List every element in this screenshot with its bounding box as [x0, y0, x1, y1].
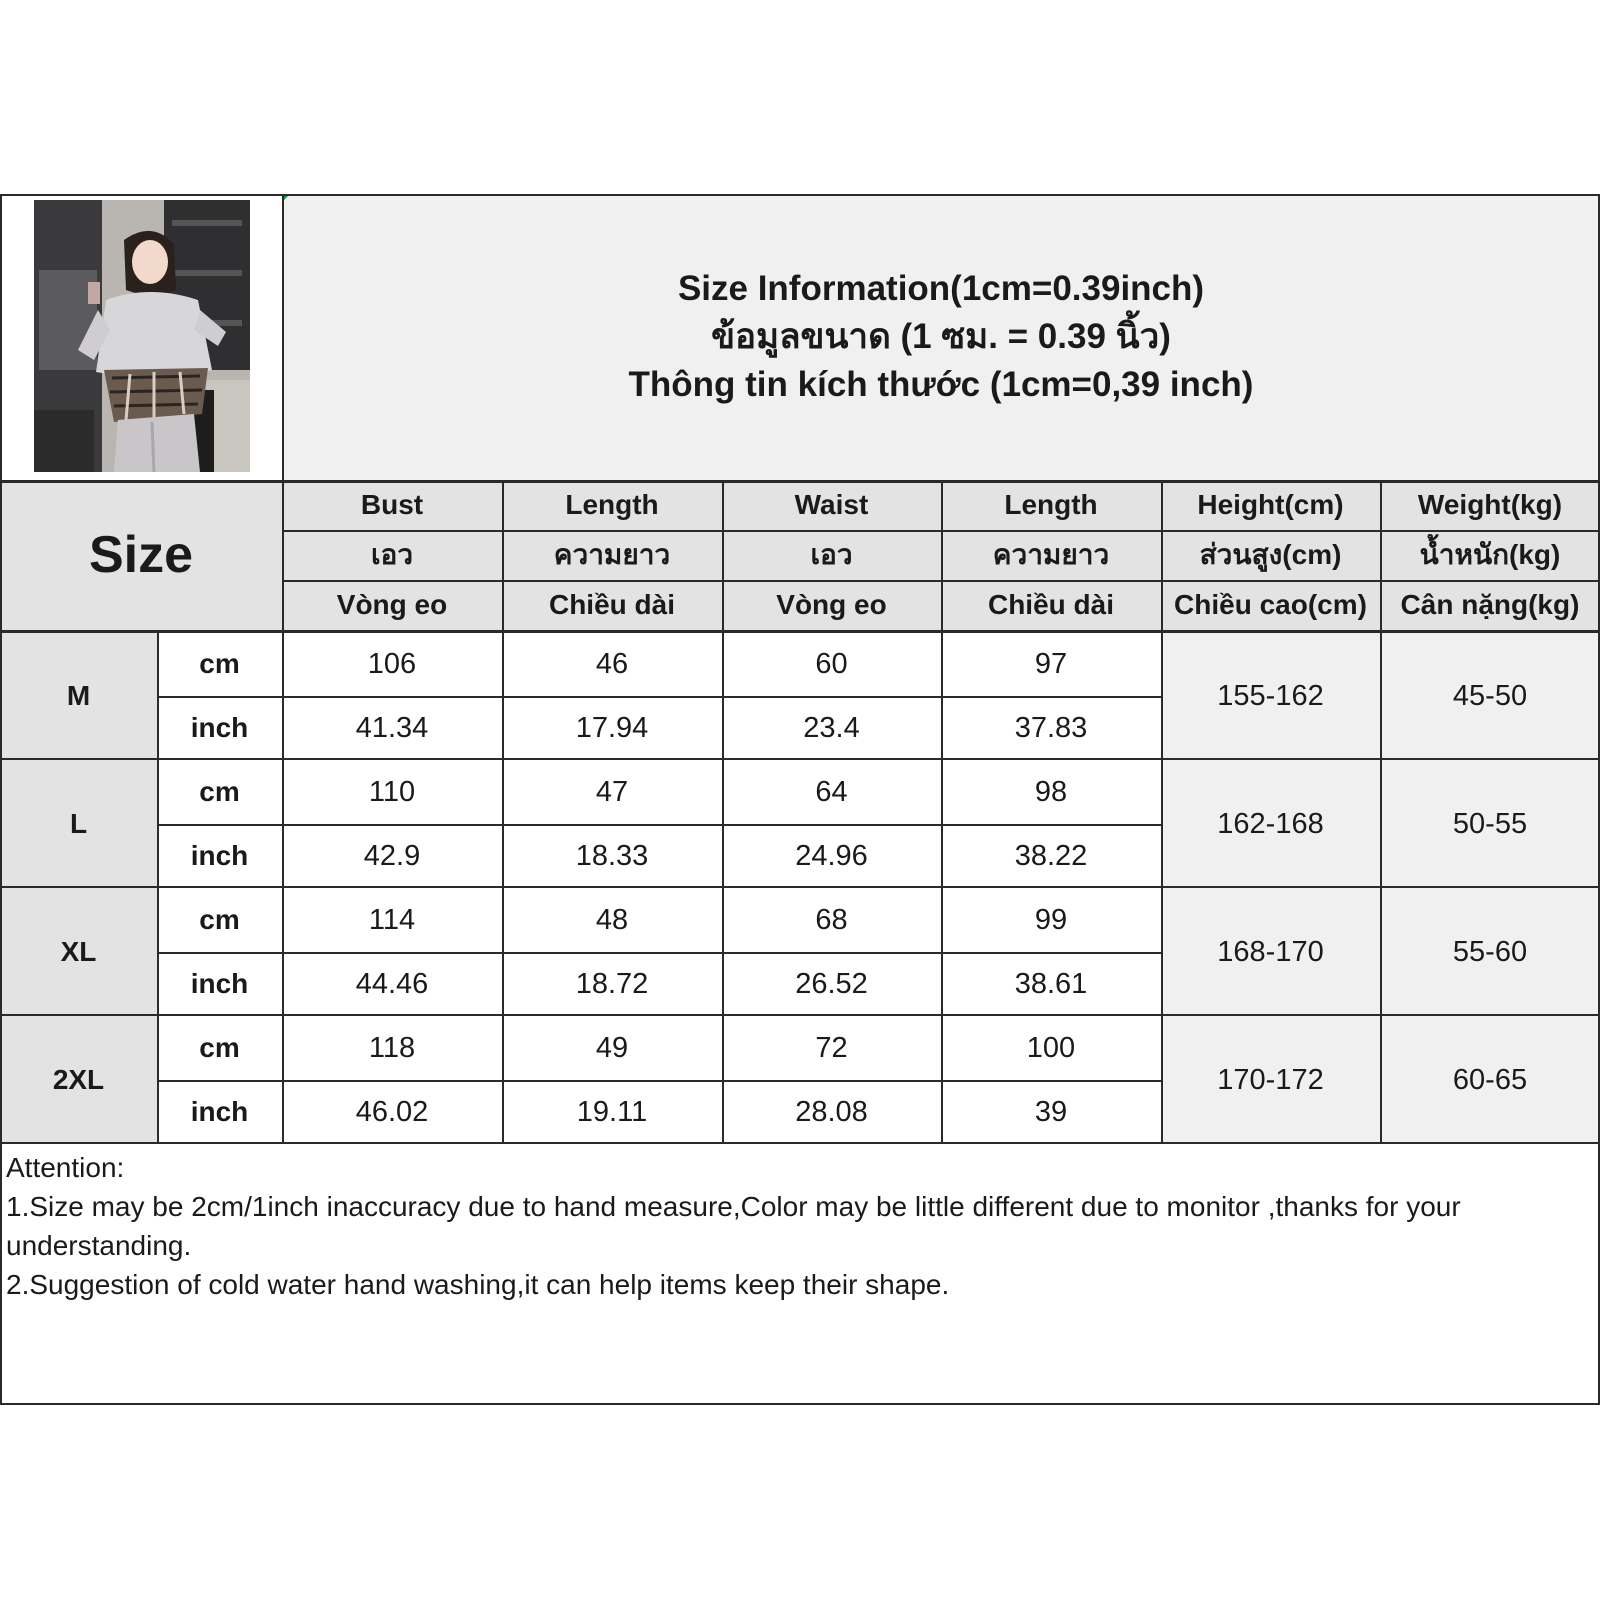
- border-bottom: [0, 1403, 1600, 1405]
- border-top: [0, 194, 1600, 196]
- unit-label-inch: inch: [157, 952, 282, 1016]
- attention-note-1: 1.Size may be 2cm/1inch inaccuracy due to hand measure,Color may be little different due to monitor ,thanks for your understanding.: [6, 1191, 1469, 1261]
- inch-value: 39: [941, 1080, 1161, 1144]
- title-vietnamese: Thông tin kích thước (1cm=0,39 inch): [628, 365, 1254, 404]
- cm-value: 110: [282, 760, 502, 824]
- grid-line: [941, 632, 943, 1144]
- group-divider: [0, 1142, 1600, 1144]
- cm-value: 49: [502, 1016, 722, 1080]
- grid-line: [502, 632, 504, 1144]
- inch-value: 17.94: [502, 696, 722, 760]
- header-5-th: ส่วนสูง(cm): [1161, 530, 1380, 580]
- cm-value: 114: [282, 888, 502, 952]
- header-bottom-line: [0, 630, 1600, 633]
- cm-value: 64: [722, 760, 941, 824]
- height-range: 168-170: [1161, 888, 1380, 1016]
- unit-label-inch: inch: [157, 696, 282, 760]
- attention-label: Attention:: [6, 1152, 125, 1183]
- group-divider: [0, 1014, 1600, 1016]
- unit-label-inch: inch: [157, 824, 282, 888]
- cm-value: 60: [722, 632, 941, 696]
- cm-value: 46: [502, 632, 722, 696]
- cm-value: 118: [282, 1016, 502, 1080]
- row-divider: [157, 1080, 1161, 1082]
- group-divider: [0, 758, 1600, 760]
- row-divider: [157, 696, 1161, 698]
- size-chart: [0, 194, 1600, 1405]
- inch-value: 28.08: [722, 1080, 941, 1144]
- grid-line: [1161, 480, 1163, 630]
- title-block: [282, 194, 1600, 480]
- inch-value: 19.11: [502, 1080, 722, 1144]
- grid-line: [722, 480, 724, 630]
- header-4-vi: Chiều dài: [941, 580, 1161, 630]
- grid-line: [941, 480, 943, 630]
- weight-range: 45-50: [1380, 632, 1600, 760]
- height-range: 155-162: [1161, 632, 1380, 760]
- inch-value: 44.46: [282, 952, 502, 1016]
- title-divider: [282, 194, 284, 630]
- header-3-en: Waist: [722, 480, 941, 530]
- header-5-en: Height(cm): [1161, 480, 1380, 530]
- model-photo-icon: [34, 200, 250, 472]
- cm-value: 48: [502, 888, 722, 952]
- height-range: 170-172: [1161, 1016, 1380, 1144]
- inch-value: 38.22: [941, 824, 1161, 888]
- attention-note-2: 2.Suggestion of cold water hand washing,it can help items keep their shape.: [6, 1269, 950, 1300]
- size-name: L: [0, 760, 157, 888]
- group-divider: [0, 886, 1600, 888]
- header-4-en: Length: [941, 480, 1161, 530]
- cm-value: 68: [722, 888, 941, 952]
- header-5-vi: Chiều cao(cm): [1161, 580, 1380, 630]
- header-6-vi: Cân nặng(kg): [1380, 580, 1600, 630]
- header-top-line: [0, 480, 1600, 483]
- grid-line: [1161, 632, 1163, 1144]
- header-6-th: น้ำหนัก(kg): [1380, 530, 1600, 580]
- inch-value: 18.33: [502, 824, 722, 888]
- header-1-th: เอว: [282, 530, 502, 580]
- grid-line: [157, 632, 159, 1144]
- grid-line: [1380, 480, 1382, 630]
- header-1-vi: Vòng eo: [282, 580, 502, 630]
- unit-label-cm: cm: [157, 632, 282, 696]
- header-6-en: Weight(kg): [1380, 480, 1600, 530]
- inch-value: 42.9: [282, 824, 502, 888]
- inch-value: 41.34: [282, 696, 502, 760]
- inch-value: 18.72: [502, 952, 722, 1016]
- inch-value: 23.4: [722, 696, 941, 760]
- row-divider: [157, 952, 1161, 954]
- unit-label-cm: cm: [157, 1016, 282, 1080]
- header-1-en: Bust: [282, 480, 502, 530]
- cm-value: 98: [941, 760, 1161, 824]
- inch-value: 26.52: [722, 952, 941, 1016]
- title-thai: ข้อมูลขนาด (1 ซม. = 0.39 นิ้ว): [711, 317, 1171, 356]
- unit-label-cm: cm: [157, 888, 282, 952]
- header-4-th: ความยาว: [941, 530, 1161, 580]
- grid-line: [282, 632, 284, 1144]
- weight-range: 55-60: [1380, 888, 1600, 1016]
- size-name: M: [0, 632, 157, 760]
- cm-value: 99: [941, 888, 1161, 952]
- inch-value: 46.02: [282, 1080, 502, 1144]
- inch-value: 24.96: [722, 824, 941, 888]
- header-2-en: Length: [502, 480, 722, 530]
- grid-line: [722, 632, 724, 1144]
- inch-value: 38.61: [941, 952, 1161, 1016]
- height-range: 162-168: [1161, 760, 1380, 888]
- cm-value: 72: [722, 1016, 941, 1080]
- border-left: [0, 194, 2, 1405]
- weight-range: 60-65: [1380, 1016, 1600, 1144]
- cm-value: 97: [941, 632, 1161, 696]
- header-2-vi: Chiều dài: [502, 580, 722, 630]
- row-divider: [157, 824, 1161, 826]
- cm-value: 47: [502, 760, 722, 824]
- title-english: Size Information(1cm=0.39inch): [677, 269, 1205, 308]
- product-photo: [34, 200, 250, 472]
- attention-notes: [6, 1148, 1591, 1304]
- grid-line: [502, 480, 504, 630]
- header-3-vi: Vòng eo: [722, 580, 941, 630]
- unit-label-inch: inch: [157, 1080, 282, 1144]
- cm-value: 100: [941, 1016, 1161, 1080]
- grid-line: [1380, 632, 1382, 1144]
- size-label: Size: [0, 480, 282, 630]
- weight-range: 50-55: [1380, 760, 1600, 888]
- header-2-th: ความยาว: [502, 530, 722, 580]
- size-name: XL: [0, 888, 157, 1016]
- header-3-th: เอว: [722, 530, 941, 580]
- size-name: 2XL: [0, 1016, 157, 1144]
- inch-value: 37.83: [941, 696, 1161, 760]
- unit-label-cm: cm: [157, 760, 282, 824]
- cm-value: 106: [282, 632, 502, 696]
